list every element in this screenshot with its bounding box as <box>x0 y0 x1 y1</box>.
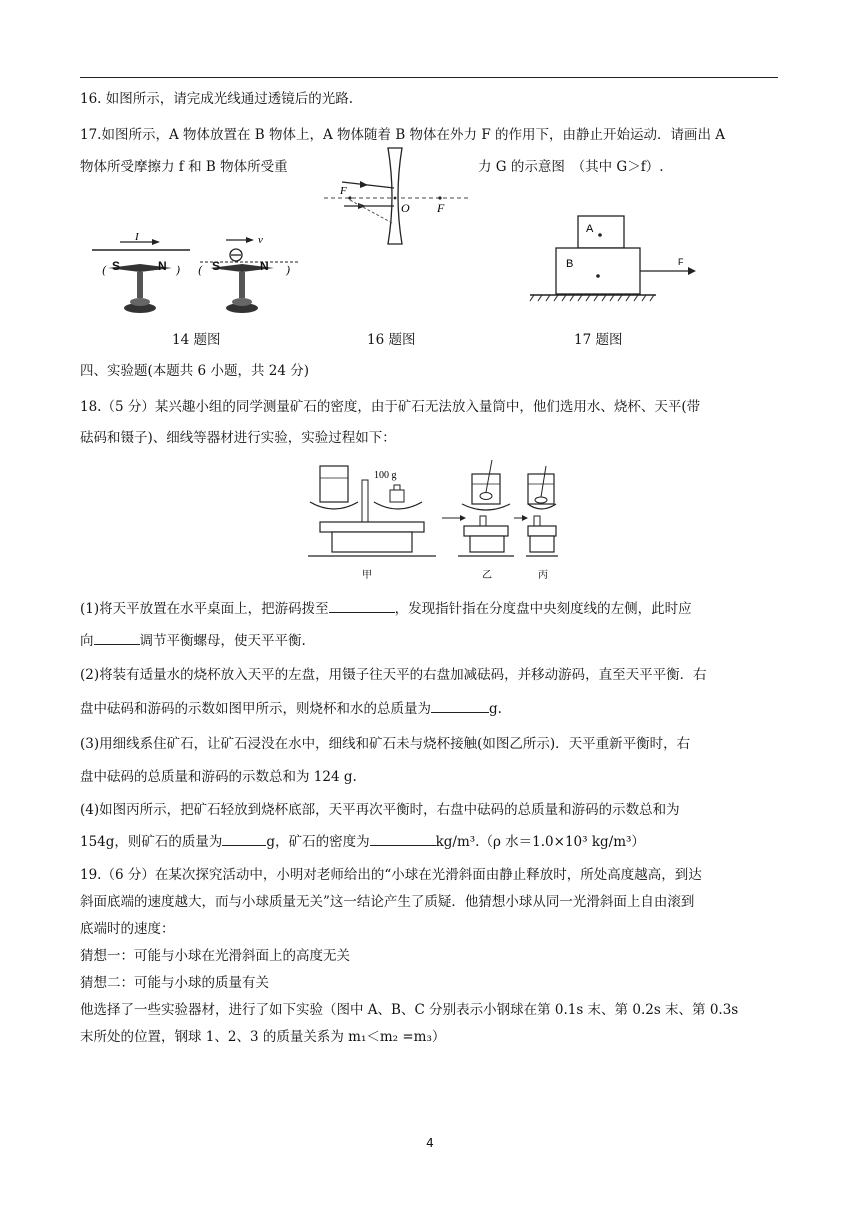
question-18-part4: (4)如图丙所示，把矿石轻放到烧杯底部，天平再次平衡时，右盘中砝码的总质量和游码的示数总和为 <box>80 802 680 818</box>
velocity-arrow-head <box>246 237 254 243</box>
focus-right-dot <box>438 196 441 199</box>
balance-jia <box>308 466 436 581</box>
arrow-1-head <box>460 515 466 521</box>
pan-right-jia <box>374 502 422 509</box>
compass-stand-left <box>137 272 143 298</box>
answer-blank-4[interactable] <box>222 833 266 846</box>
force-f-arrow <box>688 267 696 275</box>
header-rule <box>80 77 778 78</box>
ore-yi <box>480 493 492 500</box>
part2-text-c: g. <box>489 701 502 717</box>
pan-left-jia <box>310 502 358 509</box>
weight-knob-jia <box>394 485 400 490</box>
figure-14 <box>90 228 305 320</box>
focus-right-label: F <box>437 201 445 215</box>
pole-s-right: S <box>212 259 221 273</box>
question-19-line4: 他选择了一些实验器材，进行了如下实验（图中 A、B、C 分别表示小钢球在第 0.1s 末、第 0.2s 末、第 0.3s <box>80 1002 739 1018</box>
question-17-line2b: 力 G 的示意图 （其中 G＞f）. <box>478 159 664 175</box>
weight-label: 100 g <box>374 470 397 481</box>
section-4-heading: 四、实验题(本题共 6 小题，共 24 分) <box>80 363 309 379</box>
question-18-part4-cont <box>80 833 645 851</box>
pole-n-left: N <box>158 259 167 273</box>
part2-text-b: 盘中砝码和游码的示数如图甲所示，则烧杯和水的总质量为 <box>80 701 431 717</box>
question-18-part1-cont <box>80 632 306 650</box>
question-17-line2a: 物体所受摩擦力 f 和 B 物体所受重 <box>80 159 288 175</box>
ore-bing <box>535 497 547 503</box>
question-19-line5: 末所处的位置，钢球 1、2、3 的质量关系为 m₁＜m₂ =m₃） <box>80 1029 446 1045</box>
pan-bing <box>528 504 556 509</box>
pole-n-right: N <box>260 259 269 273</box>
current-label: I <box>135 231 139 243</box>
question-18-part1 <box>80 600 692 618</box>
balance-yi <box>458 460 514 581</box>
answer-blank-5[interactable] <box>370 833 436 846</box>
answer-blank-2[interactable] <box>94 632 140 645</box>
block-b-center <box>596 274 600 278</box>
question-16: 16. 如图所示，请完成光线通过透镜后的光路. <box>80 91 354 107</box>
beaker-jia <box>320 466 348 502</box>
label-jia: 甲 <box>362 570 372 581</box>
focus-left-label: F <box>340 185 347 197</box>
question-18-part3: (3)用细线系住矿石，让矿石浸没在水中，细线和矿石未与烧杯接触(如图乙所示)．天平重新平衡时，右 <box>80 736 691 752</box>
part4-text-c: g，矿石的密度为 <box>266 834 370 850</box>
compass-base-top-left <box>130 298 150 306</box>
question-18-part2: (2)将装有适量水的烧杯放入天平的左盘，用镊子往天平的右盘加减砝码，并移动游码，直至天平平衡．右 <box>80 667 707 683</box>
arrow-2-head <box>522 515 528 521</box>
block-b <box>556 248 640 294</box>
rotation-mark-right-2: ) <box>286 264 291 277</box>
question-18-part2-cont <box>80 700 502 718</box>
figure-17-caption: 17 题图 <box>574 332 623 348</box>
question-19-guess1: 猜想一：可能与小球在光滑斜面上的高度无关 <box>80 948 350 964</box>
question-18-part3-cont: 盘中砝码的总质量和游码的示数总和为 124 g. <box>80 769 357 785</box>
base-bing <box>530 536 554 552</box>
dashed-ray <box>350 200 394 224</box>
optical-center-dot <box>394 197 397 200</box>
figure-16-caption: 16 题图 <box>367 332 416 348</box>
pointer-column-jia <box>362 480 368 526</box>
rotation-mark-right: ) <box>176 264 181 277</box>
part1-text-b: ，发现指针指在分度盘中央刻度线的左侧，此时应 <box>394 601 692 617</box>
figure-14-caption: 14 题图 <box>172 332 221 348</box>
beam-bing <box>528 526 556 536</box>
label-yi: 乙 <box>482 570 492 581</box>
block-a <box>578 216 624 248</box>
question-19-line1: 19.（6 分）在某次探究活动中，小明对老师给出的“小球在光滑斜面由静止释放时，所处高度越高，到达 <box>80 867 702 883</box>
optical-center-label: O <box>401 201 410 215</box>
beam-yi <box>464 526 508 536</box>
page-number: 4 <box>426 1136 434 1150</box>
ray-1-arrow <box>360 181 368 188</box>
part4-text-d: kg/m³.（ρ 水＝1.0×10³ kg/m³） <box>435 834 645 850</box>
concave-lens <box>388 148 402 244</box>
current-arrow-head <box>152 239 160 245</box>
part1-text-a: (1)将天平放置在水平桌面上，把游码拨至 <box>80 601 329 617</box>
question-19-line2: 斜面底端的速度越大，而与小球质量无关”这一结论产生了质疑．他猜想小球从同一光滑斜面上自由滚到 <box>80 894 695 910</box>
label-bing: 丙 <box>538 570 548 581</box>
compass-base-top-right <box>232 298 252 306</box>
base-yi <box>470 536 504 552</box>
part1-text-c: 向 <box>80 633 94 649</box>
rotation-mark-left-2: ( <box>198 264 203 277</box>
beam-jia <box>320 522 424 532</box>
question-19-line3: 底端时的速度： <box>80 921 175 937</box>
question-18-line1: 18.（5 分）某兴趣小组的同学测量矿石的密度，由于矿石无法放入量筒中，他们选用水、烧杯、天平(带 <box>80 399 701 415</box>
answer-blank-1[interactable] <box>329 600 395 613</box>
weight-jia <box>390 490 404 502</box>
figure-17 <box>526 210 716 310</box>
pole-s-left: S <box>112 259 121 273</box>
question-18-line2: 砝码和镊子)、细线等器材进行实验，实验过程如下： <box>80 430 396 446</box>
focus-left-dot <box>348 196 351 199</box>
rotation-mark-left: ( <box>102 264 107 277</box>
pan-yi <box>462 504 510 510</box>
answer-blank-3[interactable] <box>431 700 489 713</box>
block-a-label: A <box>586 223 594 235</box>
block-a-center <box>598 233 602 237</box>
compass-stand-right <box>239 272 245 298</box>
base-jia <box>332 532 412 552</box>
balance-bing <box>526 466 558 581</box>
figure-18 <box>302 456 558 582</box>
question-19-guess2: 猜想二：可能与小球的质量有关 <box>80 975 269 991</box>
part1-text-d: 调节平衡螺母，使天平平衡. <box>139 633 306 649</box>
figure-16 <box>322 146 472 246</box>
velocity-label: v <box>258 234 263 246</box>
ground-hatch <box>530 295 654 301</box>
part4-text-b: 154g，则矿石的质量为 <box>80 834 223 850</box>
force-f-label: F <box>678 257 684 267</box>
question-17-line1: 17.如图所示，A 物体放置在 B 物体上，A 物体随着 B 物体在外力 F 的作用下，由静止开始运动．请画出 A <box>80 127 726 143</box>
block-b-label: B <box>566 258 574 270</box>
